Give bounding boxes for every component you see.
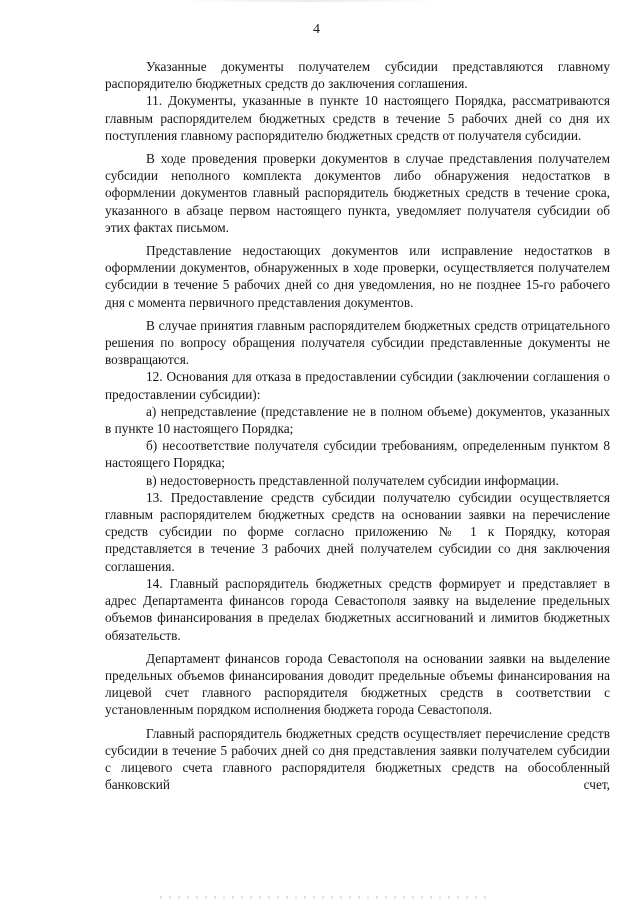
scan-artifact-bottom [160, 896, 490, 899]
paragraph-finance-department: Департамент финансов города Севастополя на основании заявки на выделение предельных объемов финансирования доводит предельные объемы финансирования на лицевой счет главного распорядителя бюджетных средств в соответствии с установленным порядком исполнения бюджета города Севастополя. [105, 650, 610, 718]
paragraph-verification: В ходе проведения проверки документов в случае представления получателем субсидии неполного комплекта документов либо обнаружения недостатков в оформлении документов главный распорядитель бюджетных средств в течение срока, указанного в абзаце первом настоящего пункта, уведомляет получателя субсидии об этих фактах письмом. [105, 151, 610, 235]
paragraph-clause-12: 12. Основания для отказа в предоставлении субсидии (заключении соглашения о предоставлении субсидии): [105, 369, 610, 402]
page-number: 4 [313, 22, 320, 37]
scan-artifact-top [180, 0, 440, 2]
paragraph-clause-11: 11. Документы, указанные в пункте 10 настоящего Порядка, рассматриваются главным распорядителем бюджетных средств в течение 5 рабочих дней со дня их поступления главному распорядителю бюджетных средств от получателя субсидии. [105, 93, 610, 143]
list-item-a: а) непредставление (представление не в полном объеме) документов, указанных в пункте 10 настоящего Порядка; [105, 403, 610, 437]
paragraph-documents-submitted: Указанные документы получателем субсидии представляются главному распорядителю бюджетных средств до заключения соглашения. [105, 59, 610, 92]
list-item-b: б) несоответствие получателя субсидии требованиям, определенным пунктом 8 настоящего Порядка; [105, 438, 610, 471]
document-body [105, 58, 610, 793]
list-item-v: в) недостоверность представленной получателем субсидии информации. [146, 472, 559, 488]
paragraph-transfer: Главный распорядитель бюджетных средств осуществляет перечисление средств субсидии в течение 5 рабочих дней со дня представления заявки получателем субсидии с лицевого счета главного распорядителя бюджетных средств на обособленный банковский счет, [105, 725, 610, 793]
paragraph-negative-decision: В случае принятия главным распорядителем бюджетных средств отрицательного решения по вопросу обращения получателя субсидии представленные документы не возвращаются. [105, 317, 610, 368]
paragraph-clause-13: 13. Предоставление средств субсидии получателю субсидии осуществляется главным распорядителем бюджетных средств на основании заявки на перечисление средств субсидии по форме согласно приложению № 1 к Порядку, которая представляется в течение 3 рабочих дней получателем субсидии со дня заключения соглашения. [105, 489, 610, 574]
paragraph-clause-14: 14. Главный распорядитель бюджетных средств формирует и представляет в адрес Департамента финансов города Севастополя заявку на выделение предельных объемов финансирования в пределах бюджетных ассигнований и лимитов бюджетных обязательств. [105, 575, 610, 643]
paragraph-missing-documents: Представление недостающих документов или исправление недостатков в оформлении документов, обнаруженных в ходе проверки, осуществляется получателем субсидии в течение 5 рабочих дней со дня уведомления, но не позднее 15-го рабочего дня с момента первичного представления документов. [105, 243, 610, 310]
